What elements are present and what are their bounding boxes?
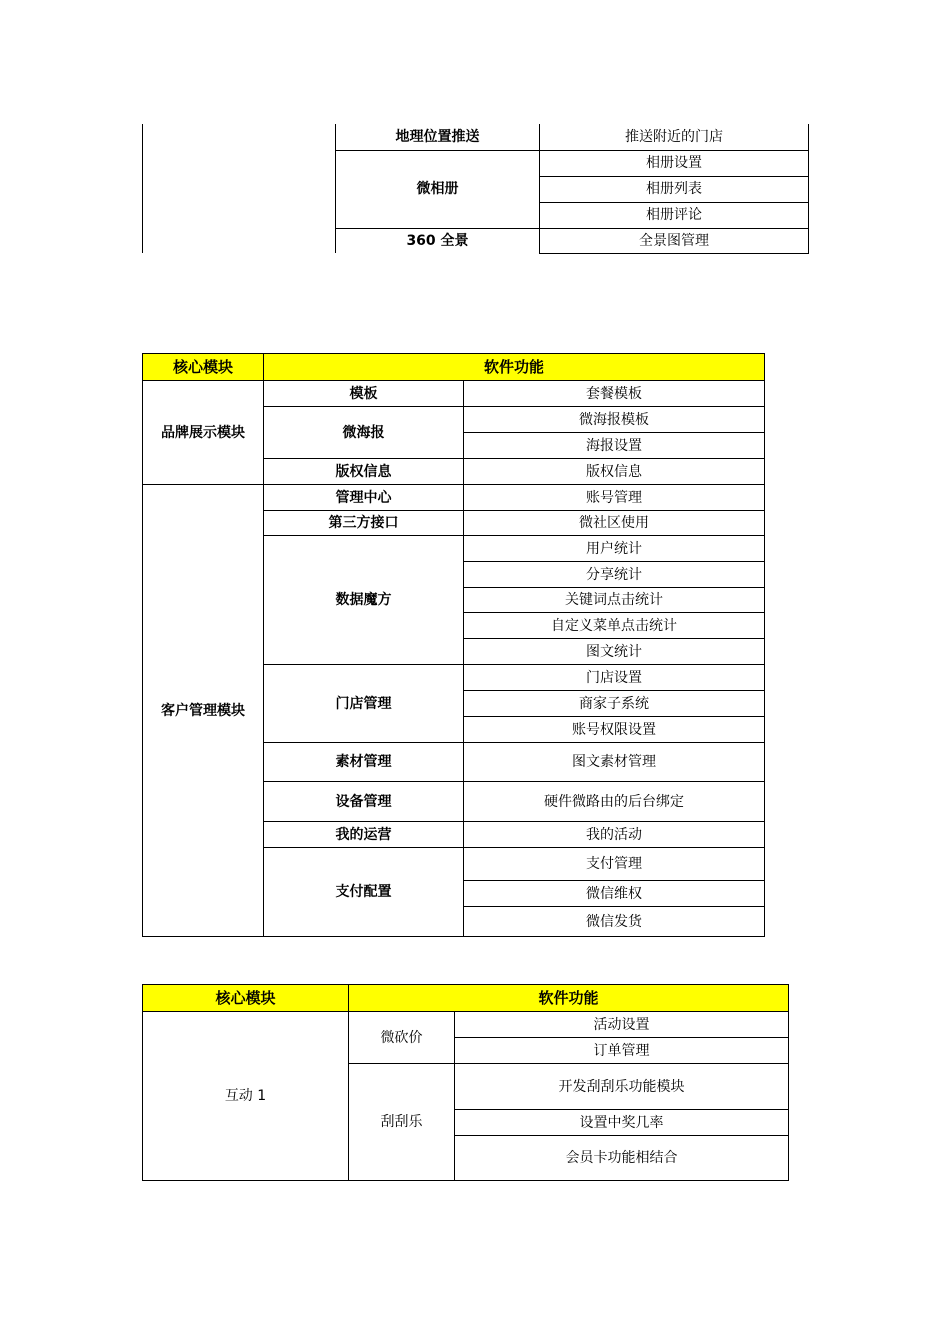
function-cell: 分享统计 [464, 562, 765, 588]
function-cell: 微社区使用 [464, 511, 765, 536]
function-cell: 设置中奖几率 [455, 1110, 789, 1136]
function-cell: 全景图管理 [540, 228, 809, 253]
function-cell: 活动设置 [455, 1012, 789, 1038]
function-cell: 我的活动 [464, 822, 765, 848]
function-cell: 订单管理 [455, 1038, 789, 1064]
function-cell: 微信发货 [464, 907, 765, 937]
function-cell: 图文素材管理 [464, 743, 765, 782]
function-cell: 硬件微路由的后台绑定 [464, 782, 765, 822]
function-cell: 门店设置 [464, 665, 765, 691]
function-cell: 自定义菜单点击统计 [464, 613, 765, 639]
function-cell: 版权信息 [464, 459, 765, 485]
function-cell: 用户统计 [464, 536, 765, 562]
module-cell: 刮刮乐 [349, 1064, 455, 1181]
function-cell: 海报设置 [464, 433, 765, 459]
module-function-table [142, 353, 765, 937]
function-cell: 微信维权 [464, 881, 765, 907]
module-cell: 支付配置 [264, 848, 464, 937]
core-module-cell: 互动 1 [143, 1012, 349, 1181]
interaction-module-table [142, 984, 789, 1181]
module-cell: 地理位置推送 [336, 124, 540, 150]
function-cell: 商家子系统 [464, 691, 765, 717]
module-cell: 微砍价 [349, 1012, 455, 1064]
module-cell: 微海报 [264, 407, 464, 459]
function-cell: 账号权限设置 [464, 717, 765, 743]
function-cell: 关键词点击统计 [464, 588, 765, 613]
module-cell: 设备管理 [264, 782, 464, 822]
header-software-function: 软件功能 [349, 985, 789, 1012]
module-cell: 门店管理 [264, 665, 464, 743]
function-cell: 相册设置 [540, 150, 809, 176]
module-cell: 管理中心 [264, 485, 464, 511]
function-cell: 推送附近的门店 [540, 124, 809, 150]
function-cell: 相册列表 [540, 176, 809, 202]
module-cell: 第三方接口 [264, 511, 464, 536]
core-module-cell [143, 124, 336, 253]
module-cell: 微相册 [336, 150, 540, 228]
function-cell: 套餐模板 [464, 381, 765, 407]
module-cell: 360 全景 [336, 228, 540, 253]
module-cell: 版权信息 [264, 459, 464, 485]
core-module-cell: 品牌展示模块 [143, 381, 264, 485]
header-software-function: 软件功能 [264, 354, 765, 381]
module-cell: 我的运营 [264, 822, 464, 848]
module-cell: 素材管理 [264, 743, 464, 782]
header-core-module: 核心模块 [143, 985, 349, 1012]
function-cell: 开发刮刮乐功能模块 [455, 1064, 789, 1110]
function-cell: 图文统计 [464, 639, 765, 665]
function-cell: 账号管理 [464, 485, 765, 511]
module-cell: 模板 [264, 381, 464, 407]
function-cell: 微海报模板 [464, 407, 765, 433]
table-continued [142, 124, 809, 254]
function-cell: 支付管理 [464, 848, 765, 881]
header-core-module: 核心模块 [143, 354, 264, 381]
core-module-cell: 客户管理模块 [143, 485, 264, 937]
function-cell: 会员卡功能相结合 [455, 1136, 789, 1181]
function-cell: 相册评论 [540, 202, 809, 228]
module-cell: 数据魔方 [264, 536, 464, 665]
